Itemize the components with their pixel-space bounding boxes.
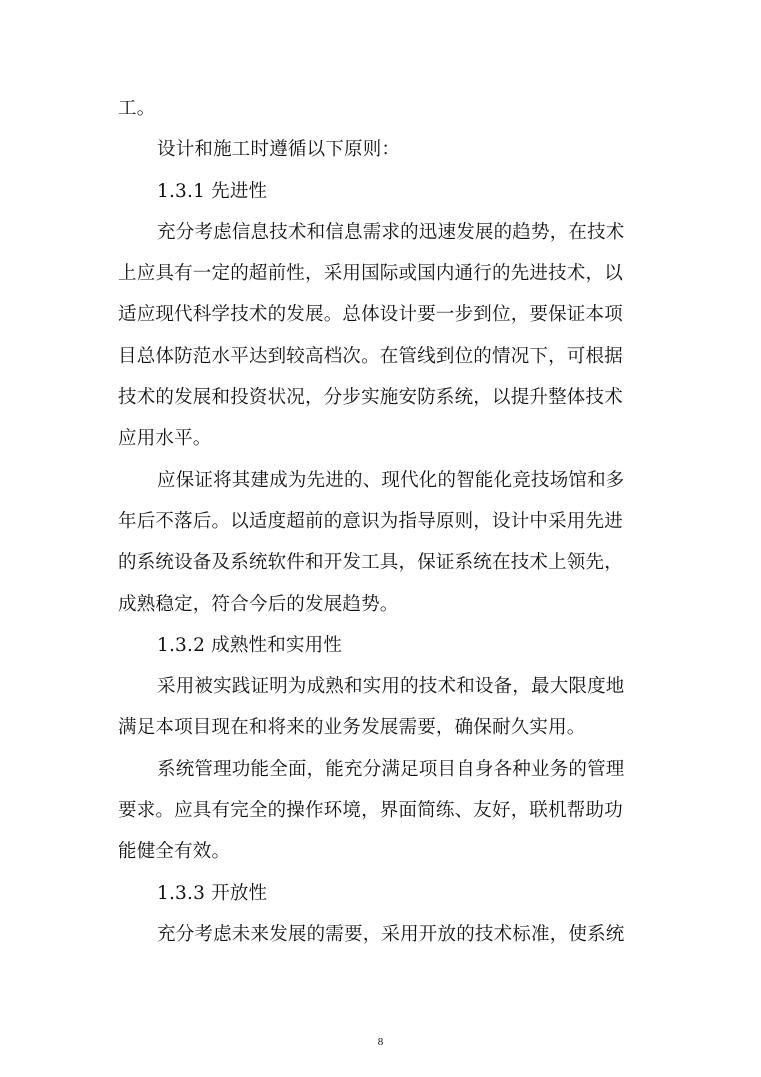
text-line: 应用水平。 bbox=[118, 428, 212, 450]
text-line: 技术的发展和投资状况，分步实施安防系统，以提升整体技术 bbox=[118, 387, 623, 409]
text-line: 年后不落后。以适度超前的意识为指导原则，设计中采用先进 bbox=[118, 510, 623, 532]
body-text bbox=[118, 88, 638, 955]
page-number: 8 bbox=[377, 1036, 384, 1048]
paragraph-line: 充分考虑未来发展的需要，采用开放的技术标准，使系统 bbox=[157, 923, 625, 945]
text-line: 满足本项目现在和将来的业务发展需要，确保耐久实用。 bbox=[118, 717, 586, 739]
text-line: 成熟稳定，符合今后的发展趋势。 bbox=[118, 593, 399, 615]
section-heading-1-3-2: 1.3.2 成熟性和实用性 bbox=[157, 634, 343, 656]
text-line: 工。 bbox=[118, 98, 156, 119]
text-line: 能健全有效。 bbox=[118, 841, 231, 863]
text-line: 适应现代科学技术的发展。总体设计要一步到位，要保证本项 bbox=[118, 304, 623, 326]
paragraph-line: 采用被实践证明为成熟和实用的技术和设备，最大限度地 bbox=[157, 676, 625, 698]
text-line: 目总体防范水平达到较高档次。在管线到位的情况下，可根据 bbox=[118, 345, 623, 367]
section-heading-1-3-3: 1.3.3 开放性 bbox=[157, 882, 268, 904]
paragraph-line: 系统管理功能全面，能充分满足项目自身各种业务的管理 bbox=[157, 758, 625, 780]
paragraph-line: 应保证将其建成为先进的、现代化的智能化竞技场馆和多 bbox=[157, 469, 625, 491]
paragraph-line: 设计和施工时遵循以下原则： bbox=[157, 139, 401, 161]
text-line: 上应具有一定的超前性，采用国际或国内通行的先进技术，以 bbox=[118, 263, 623, 285]
section-heading-1-3-1: 1.3.1 先进性 bbox=[157, 180, 268, 202]
text-line: 要求。应具有完全的操作环境，界面简练、友好，联机帮助功 bbox=[118, 800, 623, 822]
text-line: 的系统设备及系统软件和开发工具，保证系统在技术上领先， bbox=[118, 552, 623, 574]
paragraph-line: 充分考虑信息技术和信息需求的迅速发展的趋势，在技术 bbox=[157, 221, 625, 243]
